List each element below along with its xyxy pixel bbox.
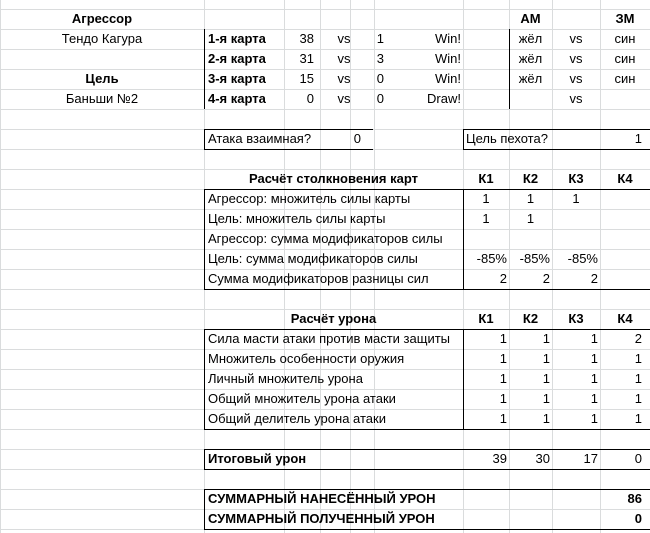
clash-cell[interactable]: 2 bbox=[542, 271, 550, 286]
round-zm[interactable]: син bbox=[614, 31, 636, 46]
round-aggressor-power[interactable]: 38 bbox=[299, 31, 314, 46]
am-header[interactable]: АМ bbox=[520, 11, 541, 26]
total-damage-cell[interactable]: 17 bbox=[583, 451, 598, 466]
clash-col-header[interactable]: К3 bbox=[568, 171, 584, 186]
round-am[interactable]: жёл bbox=[518, 51, 543, 66]
round-result[interactable]: Win! bbox=[435, 31, 461, 46]
clash-cell[interactable]: 1 bbox=[526, 211, 535, 226]
damage-cell[interactable]: 1 bbox=[499, 331, 507, 346]
round-result[interactable]: Draw! bbox=[427, 91, 461, 106]
round-am[interactable]: жёл bbox=[518, 71, 543, 86]
round-zm[interactable]: син bbox=[614, 51, 636, 66]
clash-row-label[interactable]: Цель: множитель силы карты bbox=[208, 211, 386, 226]
round-label[interactable]: 1-я карта bbox=[208, 31, 266, 46]
vs-text: vs bbox=[337, 31, 351, 46]
clash-cell[interactable]: -85% bbox=[519, 251, 550, 266]
clash-cell[interactable]: 1 bbox=[482, 211, 490, 226]
total-damage-cell[interactable]: 39 bbox=[492, 451, 507, 466]
damage-cell[interactable]: 1 bbox=[499, 411, 507, 426]
clash-col-header[interactable]: К1 bbox=[478, 171, 494, 186]
damage-cell[interactable]: 1 bbox=[542, 371, 550, 386]
round-target-power[interactable]: 0 bbox=[376, 91, 384, 106]
infantry-value[interactable]: 1 bbox=[634, 131, 642, 146]
target-header[interactable]: Цель bbox=[85, 71, 119, 86]
damage-cell[interactable]: 1 bbox=[590, 411, 598, 426]
clash-cell[interactable]: -85% bbox=[476, 251, 507, 266]
infantry-label[interactable]: Цель пехота? bbox=[466, 131, 548, 146]
zm-header[interactable]: ЗМ bbox=[615, 11, 635, 26]
vs-text: vs bbox=[569, 51, 583, 66]
damage-cell[interactable]: 1 bbox=[499, 351, 507, 366]
clash-cell[interactable]: 1 bbox=[526, 191, 535, 206]
clash-cell[interactable]: 2 bbox=[499, 271, 507, 286]
mutual-attack-value[interactable]: 0 bbox=[353, 131, 361, 146]
vs-text: vs bbox=[337, 51, 351, 66]
damage-row-label[interactable]: Множитель особенности оружия bbox=[208, 351, 405, 366]
total-received-label[interactable]: СУММАРНЫЙ ПОЛУЧЕННЫЙ УРОН bbox=[208, 511, 435, 526]
damage-cell[interactable]: 1 bbox=[590, 331, 598, 346]
clash-row-label[interactable]: Агрессор: сумма модификаторов силы bbox=[208, 231, 443, 246]
total-dealt-value[interactable]: 86 bbox=[627, 491, 642, 506]
clash-cell[interactable]: 1 bbox=[572, 191, 580, 206]
round-label[interactable]: 2-я карта bbox=[208, 51, 266, 66]
clash-col-header[interactable]: К2 bbox=[522, 171, 539, 186]
vs-text: vs bbox=[569, 71, 583, 86]
clash-cell[interactable]: 2 bbox=[590, 271, 598, 286]
aggressor-name[interactable]: Тендо Кагура bbox=[61, 31, 143, 46]
damage-col-header[interactable]: К1 bbox=[478, 311, 494, 326]
round-label[interactable]: 3-я карта bbox=[208, 71, 266, 86]
total-received-value[interactable]: 0 bbox=[634, 511, 642, 526]
total-dealt-label[interactable]: СУММАРНЫЙ НАНЕСЁННЫЙ УРОН bbox=[208, 491, 436, 506]
grid-col-line bbox=[204, 0, 205, 533]
round-zm[interactable]: син bbox=[614, 71, 636, 86]
damage-row-label[interactable]: Сила масти атаки против масти защиты bbox=[208, 331, 451, 346]
clash-row-label[interactable]: Цель: сумма модификаторов силы bbox=[208, 251, 418, 266]
aggressor-header[interactable]: Агрессор bbox=[71, 11, 133, 26]
damage-row-label[interactable]: Общий делитель урона атаки bbox=[208, 411, 386, 426]
damage-cell[interactable]: 1 bbox=[542, 331, 550, 346]
damage-cell[interactable]: 1 bbox=[499, 391, 507, 406]
damage-cell[interactable]: 1 bbox=[542, 351, 550, 366]
damage-cell[interactable]: 1 bbox=[499, 371, 507, 386]
clash-row-label[interactable]: Агрессор: множитель силы карты bbox=[208, 191, 411, 206]
damage-col-header[interactable]: К4 bbox=[617, 311, 633, 326]
damage-cell[interactable]: 1 bbox=[634, 371, 642, 386]
damage-cell[interactable]: 1 bbox=[634, 411, 642, 426]
damage-row-label[interactable]: Общий множитель урона атаки bbox=[208, 391, 396, 406]
mutual-attack-label[interactable]: Атака взаимная? bbox=[208, 131, 312, 146]
round-target-power[interactable]: 0 bbox=[376, 71, 384, 86]
round-aggressor-power[interactable]: 0 bbox=[306, 91, 314, 106]
vs-text: vs bbox=[569, 31, 583, 46]
round-aggressor-power[interactable]: 15 bbox=[299, 71, 314, 86]
total-damage-label[interactable]: Итоговый урон bbox=[208, 451, 307, 466]
damage-cell[interactable]: 1 bbox=[590, 391, 598, 406]
damage-cell[interactable]: 1 bbox=[634, 391, 642, 406]
damage-cell[interactable]: 1 bbox=[542, 391, 550, 406]
target-name[interactable]: Баньши №2 bbox=[65, 91, 139, 106]
round-label[interactable]: 4-я карта bbox=[208, 91, 266, 106]
damage-row-label[interactable]: Личный множитель урона bbox=[208, 371, 363, 386]
clash-cell[interactable]: -85% bbox=[567, 251, 598, 266]
vs-text: vs bbox=[337, 91, 351, 106]
damage-cell[interactable]: 1 bbox=[590, 351, 598, 366]
clash-title[interactable]: Расчёт столкновения карт bbox=[249, 171, 418, 186]
damage-cell[interactable]: 2 bbox=[634, 331, 642, 346]
damage-cell[interactable]: 1 bbox=[634, 351, 642, 366]
clash-cell[interactable]: 1 bbox=[482, 191, 490, 206]
damage-cell[interactable]: 1 bbox=[590, 371, 598, 386]
damage-title[interactable]: Расчёт урона bbox=[290, 311, 377, 326]
round-target-power[interactable]: 1 bbox=[376, 31, 384, 46]
clash-row-label[interactable]: Сумма модификаторов разницы сил bbox=[208, 271, 429, 286]
damage-col-header[interactable]: К3 bbox=[568, 311, 584, 326]
round-result[interactable]: Win! bbox=[435, 71, 461, 86]
vs-text: vs bbox=[337, 71, 351, 86]
damage-cell[interactable]: 1 bbox=[542, 411, 550, 426]
round-result[interactable]: Win! bbox=[435, 51, 461, 66]
clash-col-header[interactable]: К4 bbox=[617, 171, 633, 186]
vs-text: vs bbox=[569, 91, 583, 106]
total-damage-cell[interactable]: 30 bbox=[535, 451, 550, 466]
round-target-power[interactable]: 3 bbox=[376, 51, 384, 66]
total-damage-cell[interactable]: 0 bbox=[634, 451, 642, 466]
round-am[interactable]: жёл bbox=[518, 31, 543, 46]
round-aggressor-power[interactable]: 31 bbox=[299, 51, 314, 66]
damage-col-header[interactable]: К2 bbox=[522, 311, 539, 326]
